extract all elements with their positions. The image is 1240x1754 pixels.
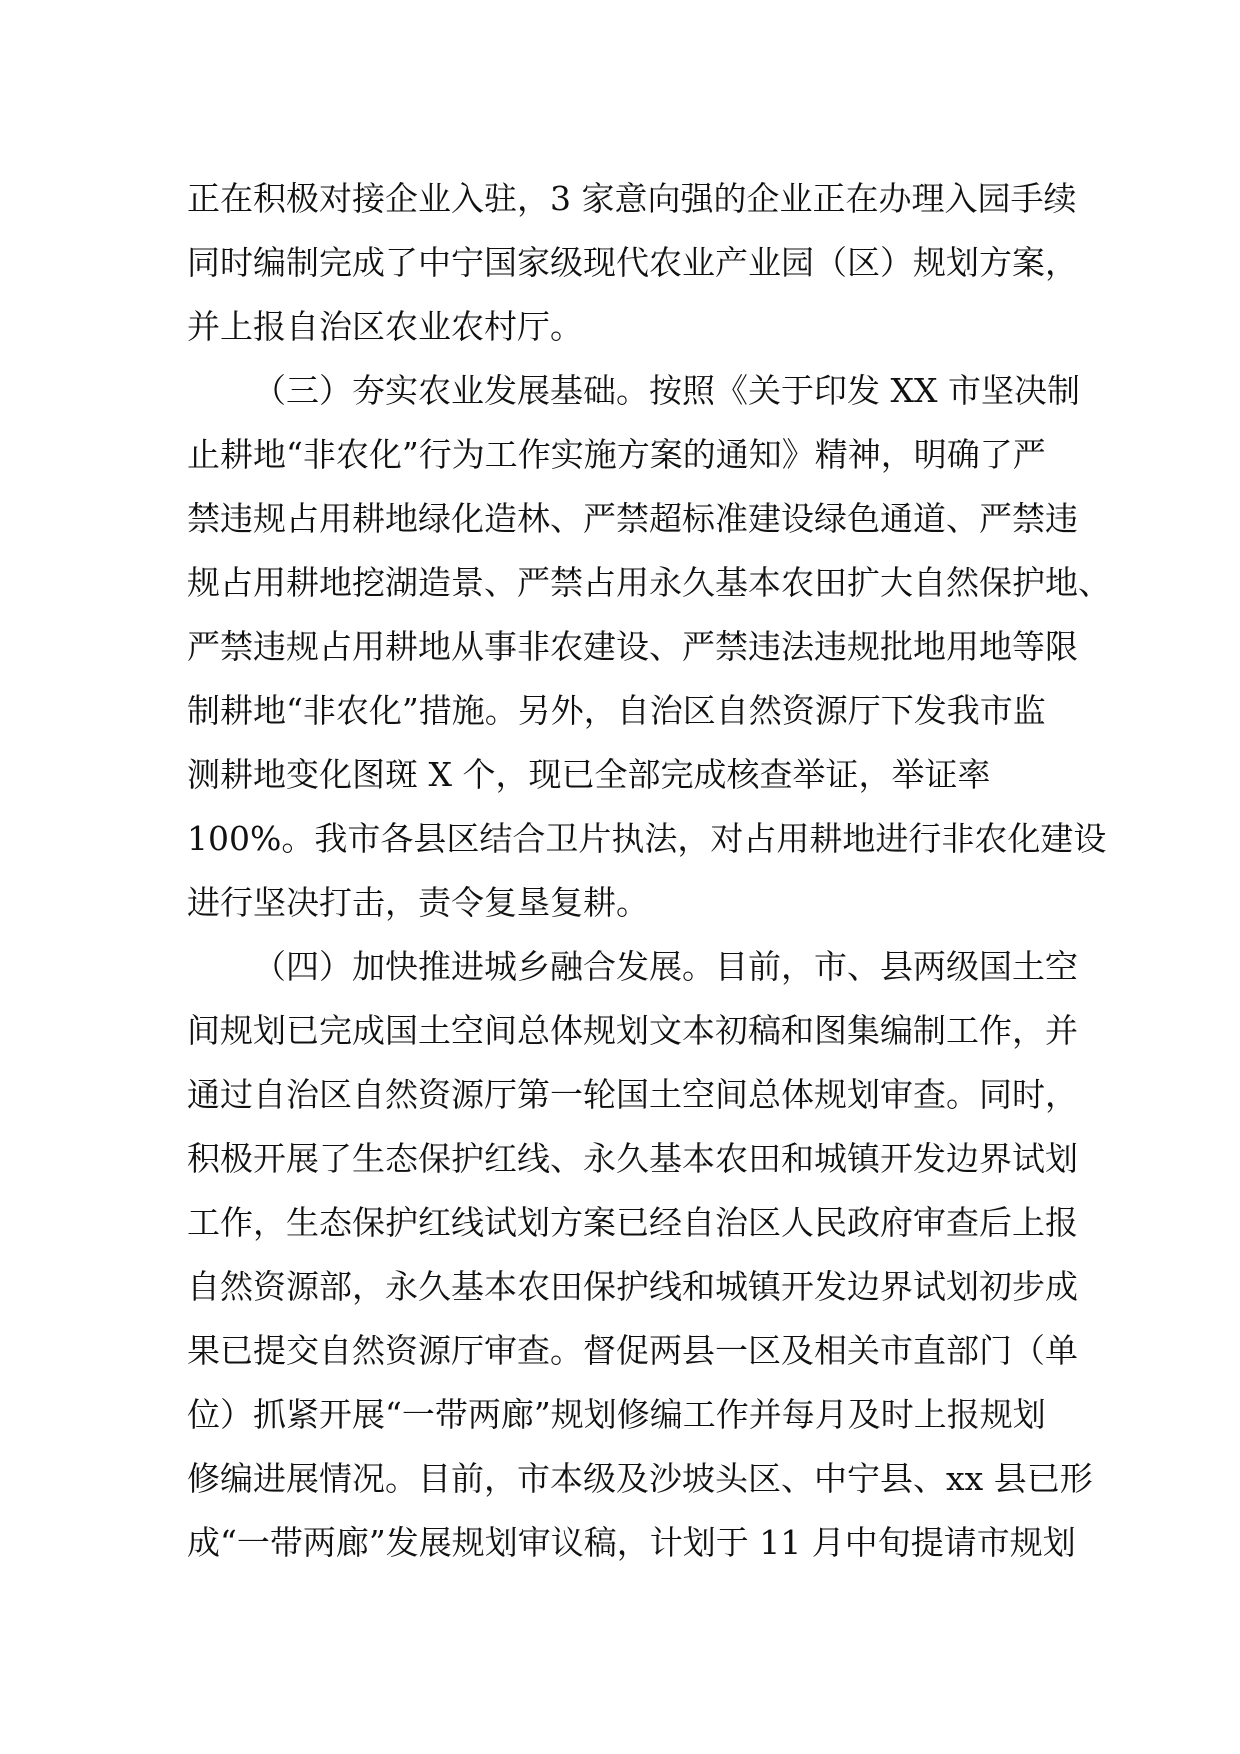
text-line: 积极开展了生态保护红线、永久基本农田和城镇开发边界试划 <box>187 1139 1078 1178</box>
text-line: 成“一带两廊”发展规划审议稿，计划于 11 月中旬提请市规划 <box>187 1523 1076 1562</box>
text-line: 修编进展情况。目前，市本级及沙坡头区、中宁县、xx 县已形 <box>187 1459 1093 1498</box>
section-heading-line: （三）夯实农业发展基础。按照《关于印发 XX 市坚决制 <box>253 371 1080 410</box>
section-heading-line: （四）加快推进城乡融合发展。目前，市、县两级国土空 <box>253 947 1078 986</box>
text-line: 正在积极对接企业入驻，3 家意向强的企业正在办理入园手续 <box>187 179 1077 218</box>
text-line: 同时编制完成了中宁国家级现代农业产业园（区）规划方案， <box>187 243 1078 282</box>
text-line: 间规划已完成国土空间总体规划文本初稿和图集编制工作，并 <box>187 1011 1078 1050</box>
text-line: 工作，生态保护红线试划方案已经自治区人民政府审查后上报 <box>187 1203 1078 1242</box>
text-line: 规占用耕地挖湖造景、严禁占用永久基本农田扩大自然保护地、 <box>187 563 1111 602</box>
text-line: 严禁违规占用耕地从事非农建设、严禁违法违规批地用地等限 <box>187 627 1078 666</box>
text-line: 测耕地变化图斑 X 个，现已全部完成核查举证，举证率 <box>187 755 991 794</box>
document-body <box>187 167 1111 1575</box>
text-line: 止耕地“非农化”行为工作实施方案的通知》精神，明确了严 <box>187 435 1046 474</box>
text-line: 自然资源部，永久基本农田保护线和城镇开发边界试划初步成 <box>187 1267 1078 1306</box>
text-line: 100%。我市各县区结合卫片执法，对占用耕地进行非农化建设 <box>187 819 1107 858</box>
text-line: 禁违规占用耕地绿化造林、严禁超标准建设绿色通道、严禁违 <box>187 499 1078 538</box>
text-line: 进行坚决打击，责令复垦复耕。 <box>187 883 649 922</box>
text-line: 果已提交自然资源厅审查。督促两县一区及相关市直部门（单 <box>187 1331 1078 1370</box>
text-line: 位）抓紧开展“一带两廊”规划修编工作并每月及时上报规划 <box>187 1395 1046 1434</box>
text-line: 制耕地“非农化”措施。另外，自治区自然资源厅下发我市监 <box>187 691 1046 730</box>
text-line: 并上报自治区农业农村厅。 <box>187 307 583 346</box>
text-line: 通过自治区自然资源厅第一轮国土空间总体规划审查。同时， <box>187 1075 1078 1114</box>
